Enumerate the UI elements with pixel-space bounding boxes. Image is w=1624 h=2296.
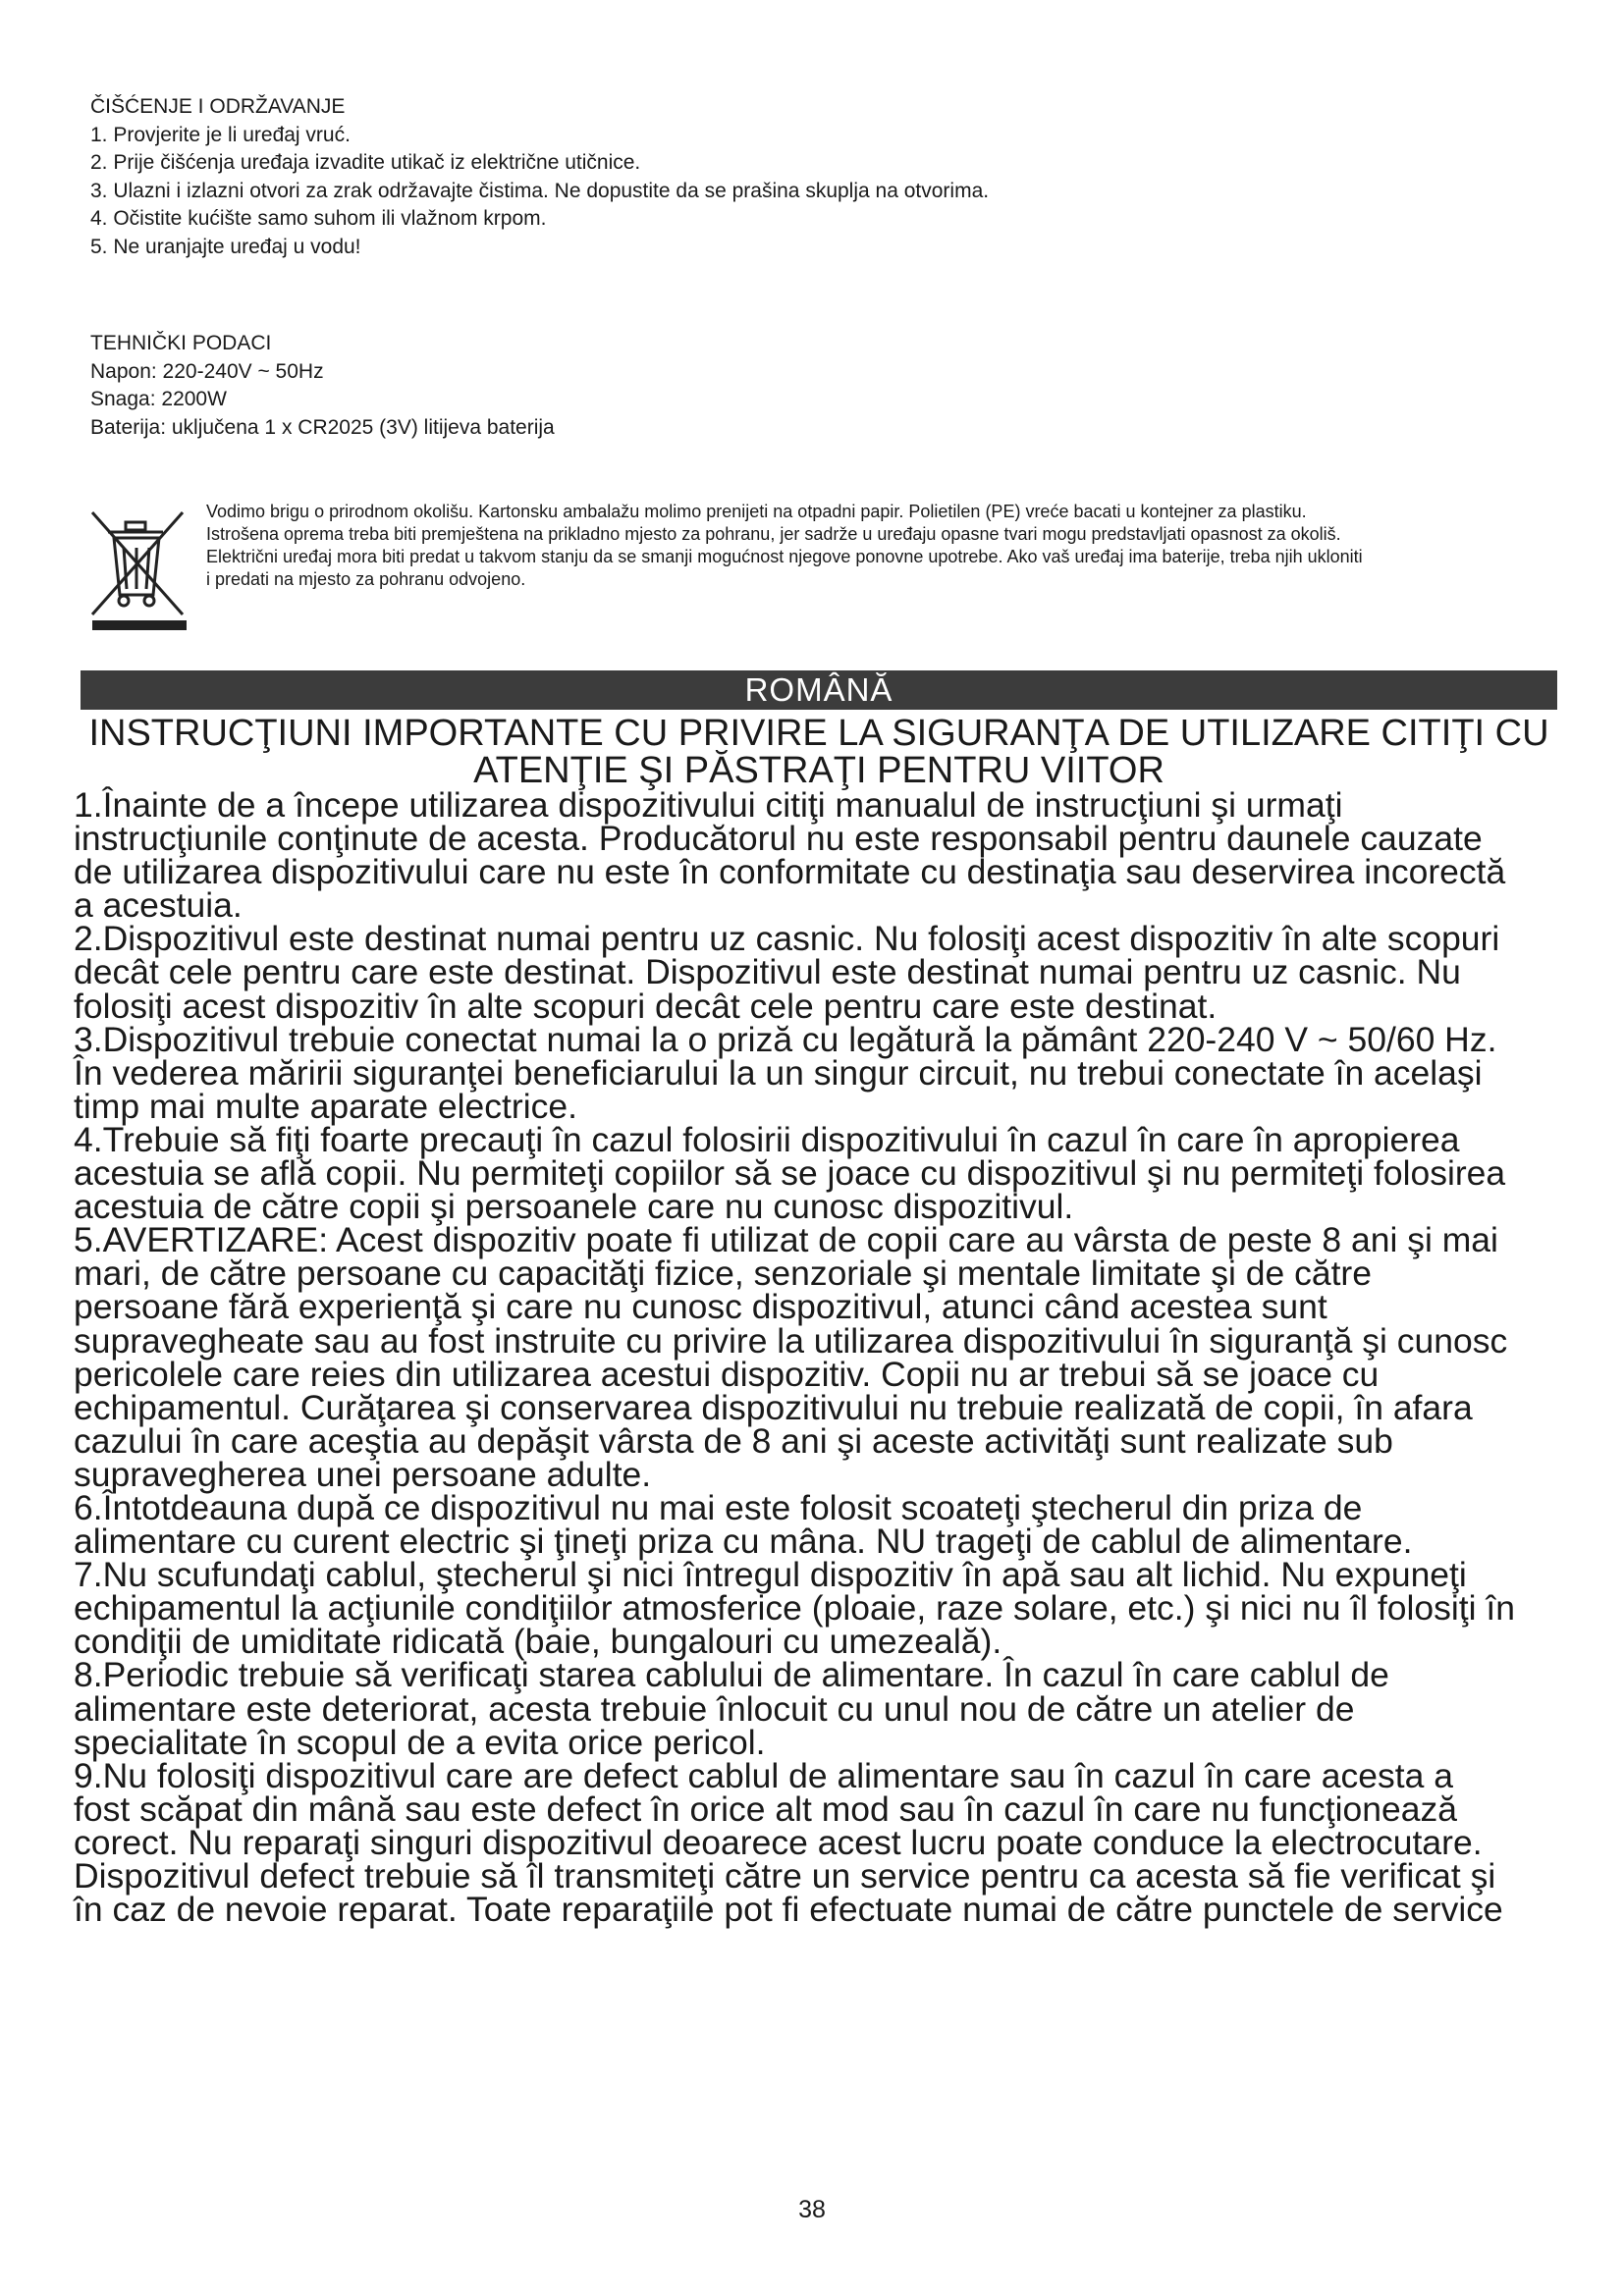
recycling-line: Istrošena oprema treba biti premještena na prikladno mjesto za pohranu, jer sadrže u uređaju opasne tvari mogu predstavljati opasnost za okoliš. [206, 524, 1341, 544]
title-line: INSTRUCŢIUNI IMPORTANTE CU PRIVIRE LA SIGURANŢA DE UTILIZARE CITIŢI CU [88, 713, 1549, 754]
cleaning-item: 4. Očistite kućište samo suhom ili vlažnom krpom. [90, 207, 547, 230]
cleaning-item: 2. Prije čišćenja uređaja izvadite utikač iz električne utičnice. [90, 151, 641, 174]
instruction-line: corect. Nu reparaţi singuri dispozitivul deoarece acest lucru poate conduce la electrocutare. [74, 1822, 1483, 1862]
cleaning-heading: ČIŠĆENJE I ODRŽAVANJE [90, 95, 346, 118]
recycling-line: i predati na mjesto za pohranu odvojeno. [206, 569, 526, 589]
instruction-line: 4.Trebuie să fiţi foarte precauţi în cazul folosirii dispozitivului în cazul în care în apropierea [74, 1119, 1460, 1159]
instruction-line: 3.Dispozitivul trebuie conectat numai la o priză cu legătură la pământ 220-240 V ~ 50/60 Hz. [74, 1019, 1497, 1059]
instruction-line: a acestuia. [74, 885, 243, 926]
weee-crossed-bin-icon [86, 499, 196, 632]
instruction-line: de utilizarea dispozitivului care nu este în conformitate cu destinaţia sau deservirea incorectă [74, 852, 1506, 892]
instruction-line: decât cele pentru care este destinat. Dispozitivul este destinat numai pentru uz casnic. Nu [74, 952, 1461, 992]
instruction-line: pericolele care reies din utilizarea acestui dispozitiv. Copii nu ar trebui să se joace cu [74, 1354, 1380, 1394]
recycling-line: Vodimo brigu o prirodnom okolišu. Kartonsku ambalažu molimo prenijeti na otpadni papir. Polietilen (PE) vreće bacati u kontejner za plastiku. [206, 502, 1307, 521]
tech-line: Snaga: 2200W [90, 388, 227, 410]
instruction-line: timp mai multe aparate electrice. [74, 1086, 577, 1126]
instruction-line: 5.AVERTIZARE: Acest dispozitiv poate fi utilizat de copii care au vârsta de peste 8 ani şi mai [74, 1220, 1498, 1260]
instruction-line: echipamentul. Curăţarea şi conservarea dispozitivului nu trebuie realizată de copii, în afara [74, 1387, 1473, 1427]
page-title [81, 715, 1557, 789]
instruction-line: mari, de către persoane cu capacităţi fizice, senzoriale şi mentale limitate şi de către [74, 1254, 1372, 1294]
instruction-line: 6.Întotdeauna după ce dispozitivul nu mai este folosit scoateţi ştecherul din priza de [74, 1487, 1363, 1527]
tech-line: Napon: 220-240V ~ 50Hz [90, 359, 324, 383]
safety-instructions [74, 785, 1566, 1930]
cleaning-item: 3. Ulazni i izlazni otvori za zrak održavajte čistima. Ne dopustite da se prašina skuplja na otvorima. [90, 179, 990, 202]
instruction-line: 1.Înainte de a începe utilizarea dispozitivului citiţi manualul de instrucţiuni şi urmaţi [74, 785, 1343, 825]
page-number: 38 [798, 2196, 826, 2223]
instruction-line: 7.Nu scufundaţi cablul, ştecherul şi nici întregul dispozitiv în apă sau alt lichid. Nu expuneţi [74, 1555, 1467, 1595]
instruction-line: 2.Dispozitivul este destinat numai pentru uz casnic. Nu folosiţi acest dispozitiv în alte scopuri [74, 919, 1500, 959]
recycling-notice [206, 501, 1561, 591]
instruction-line: fost scăpat din mână sau este defect în orice alt mod sau în cazul în care nu funcţionează [74, 1789, 1457, 1829]
tech-heading: TEHNIČKI PODACI [90, 332, 272, 354]
instruction-line: alimentare este deteriorat, acesta trebuie înlocuit cu unul nou de către un atelier de [74, 1688, 1355, 1729]
instruction-line: condiţii de umiditate ridicată (baie, bungalouri cu umezeală). [74, 1622, 1002, 1662]
instruction-line: specialitate în scopul de a evita orice pericol. [74, 1722, 766, 1762]
recycling-line: Električni uređaj mora biti predat u takvom stanju da se smanji mogućnost njegove ponovne upotrebe. Ako vaš uređaj ima baterije, treba njih ukloniti [206, 547, 1363, 566]
instruction-line: 8.Periodic trebuie să verificaţi starea cablului de alimentare. În cazul în care cablul de [74, 1655, 1389, 1695]
instruction-line: cazului în care aceştia au depăşit vârsta de 8 ani şi aceste activităţi sunt realizate sub [74, 1420, 1393, 1461]
instruction-line: acestuia se află copii. Nu permiteţi copiilor să se joace cu dispozitivul şi nu permiteţi folosirea [74, 1153, 1506, 1194]
instruction-line: folosiţi acest dispozitiv în alte scopuri decât cele pentru care este destinat. [74, 986, 1218, 1026]
technical-data-section [90, 330, 1563, 442]
instruction-line: persoane fără experienţă şi care nu cunosc dispozitivul, atunci când acestea sunt [74, 1287, 1327, 1327]
instruction-line: alimentare cu curent electric şi ţineţi priza cu mâna. NU trageţi de cablul de alimentare. [74, 1522, 1413, 1562]
language-bar: ROMÂNĂ [81, 670, 1557, 710]
cleaning-item: 5. Ne uranjajte uređaj u vodu! [90, 235, 361, 258]
instruction-line: supravegheate sau au fost instruite cu privire la utilizarea dispozitivului în siguranţă şi cunosc [74, 1320, 1508, 1361]
instruction-line: 9.Nu folosiţi dispozitivul care are defect cablul de alimentare sau în cazul în care acesta a [74, 1755, 1453, 1795]
instruction-line: acestuia de către copii şi persoanele care nu cunosc dispozitivul. [74, 1187, 1074, 1227]
title-line: ATENŢIE ŞI PĂSTRAŢI PENTRU VIITOR [473, 750, 1164, 791]
instruction-line: În vederea măririi siguranţei beneficiarului la un singur circuit, nu trebui conectate în acelaşi [74, 1052, 1483, 1093]
cleaning-item: 1. Provjerite je li uređaj vruć. [90, 123, 351, 146]
tech-line: Baterija: uključena 1 x CR2025 (3V) litijeva baterija [90, 415, 555, 439]
instruction-line: supravegherea unei persoane adulte. [74, 1454, 652, 1494]
instruction-line: echipamentul la acţiunile condiţiilor atmosferice (ploaie, raze solare, etc.) şi nici nu îl folosiţi în [74, 1588, 1516, 1629]
instruction-line: Dispozitivul defect trebuie să îl transmiteţi către un service pentru ca acesta să fie verificat şi [74, 1856, 1496, 1896]
instruction-line: în caz de nevoie reparat. Toate reparaţiile pot fi efectuate numai de către punctele de service [74, 1890, 1503, 1930]
instruction-line: instrucţiunile conţinute de acesta. Producătorul nu este responsabil pentru daunele cauzate [74, 819, 1483, 859]
cleaning-section [90, 93, 1563, 261]
